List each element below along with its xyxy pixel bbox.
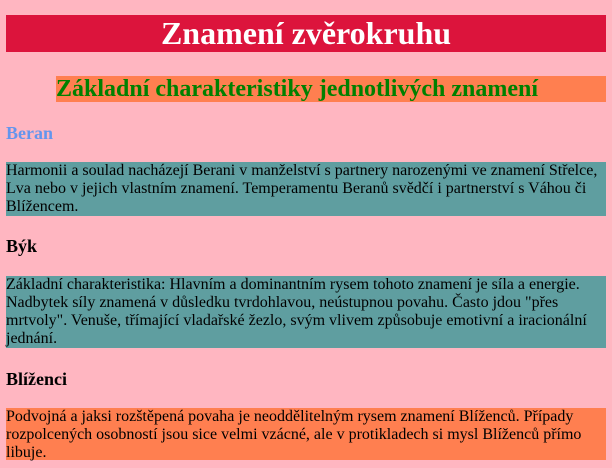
sign-description-byk: Základní charakteristika: Hlavním a dominantním rysem tohoto znamení je síla a energie. Nadbytek síly znamená v důsledku tvrdohlavou, neústupnou povahu. Často jdou "přes mrtvoly". Venuše, třímající vladařské žezlo, svým vlivem způsobuje emotivní a iracionální jednání. [6, 276, 606, 348]
page-title: Znamení zvěrokruhu [6, 15, 606, 52]
sign-heading-byk: Býk [6, 236, 38, 256]
sign-heading-beran: Beran [6, 123, 53, 143]
sign-description-blizenci: Podvojná a jaksi rozštěpená povaha je neoddělitelným rysem znamení Blíženců. Případy rozpolcených osobností jsou sice velmi vzácné, ale v protikladech si mysl Blíženců přímo libuje. [6, 408, 606, 460]
page-subtitle: Základní charakteristiky jednotlivých znamení [56, 76, 606, 102]
sign-heading-blizenci: Blíženci [6, 369, 67, 389]
sign-description-beran: Harmonii a soulad nacházejí Berani v manželství s partnery narozenými ve znamení Střelce, Lva nebo v jejich vlastním znamení. Temperamentu Beranů svědčí i partnerství s Váhou či Blížencem. [6, 162, 606, 216]
